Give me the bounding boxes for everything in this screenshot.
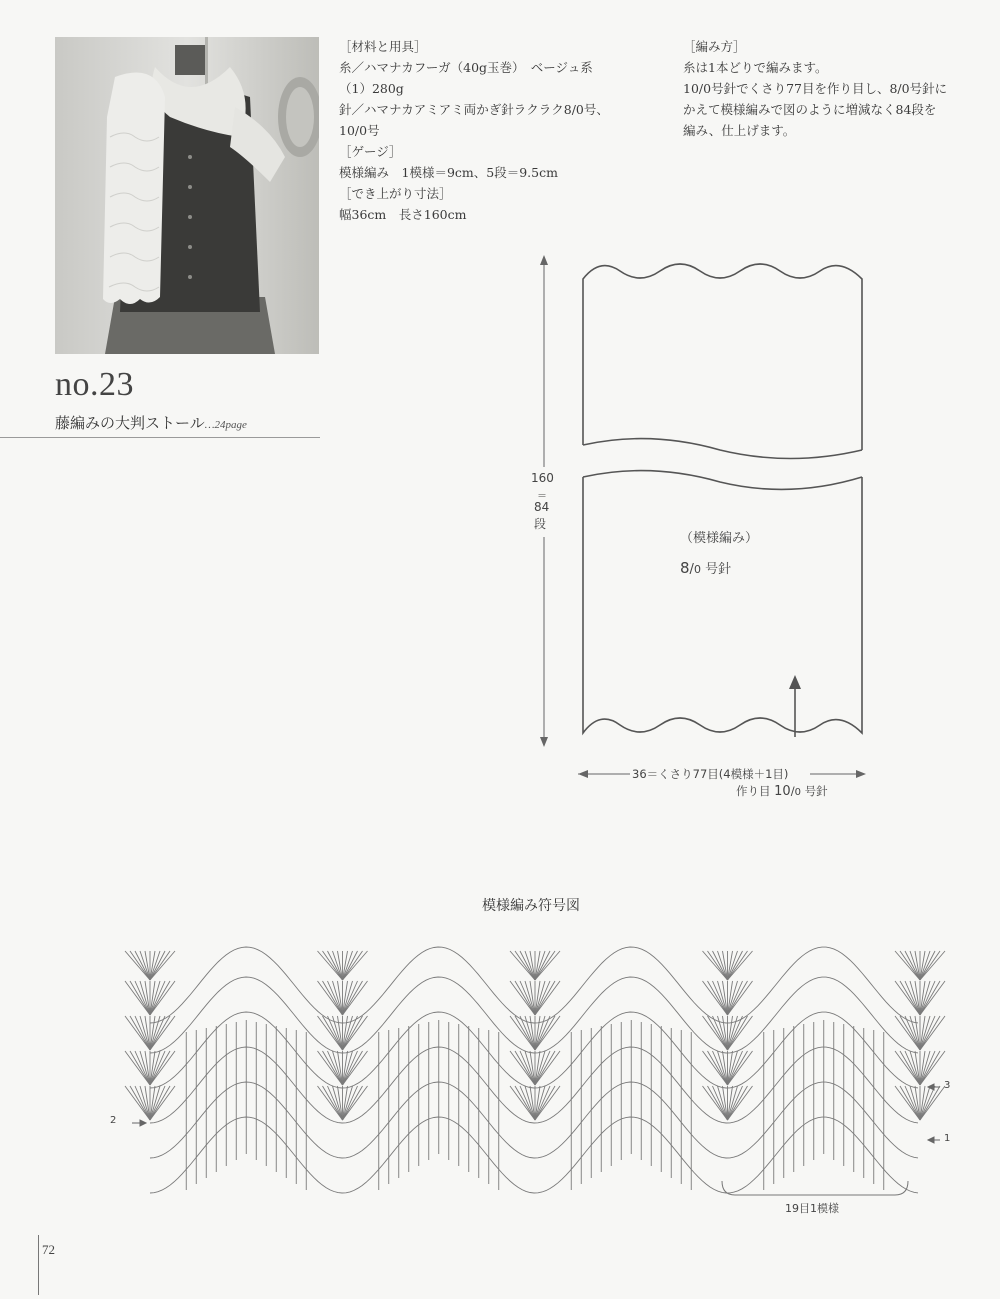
- stitch-mark: [535, 951, 555, 980]
- stitch-mark: [150, 1086, 160, 1120]
- stitch-mark: [728, 981, 748, 1015]
- stitch-mark: [900, 1051, 920, 1085]
- stitch-chart-drawing: [110, 945, 970, 1220]
- page-number: 72: [42, 1242, 55, 1257]
- stitch-mark: [323, 981, 343, 1015]
- stitch-mark: [910, 1016, 920, 1050]
- stitch-mark: [535, 951, 545, 980]
- stitch-mark: [130, 981, 150, 1015]
- stitch-mark: [333, 1016, 343, 1050]
- stitch-mark: [535, 1051, 555, 1085]
- method-header: ［編み方］: [683, 39, 746, 54]
- fraction-slash: /: [790, 784, 795, 798]
- width-label: 36＝くさり77目(4模様＋1目): [632, 767, 789, 781]
- fraction-slash: /: [689, 562, 694, 577]
- stitch-mark: [728, 1051, 748, 1085]
- stitch-mark: [150, 1086, 170, 1120]
- stitch-mark: [150, 1016, 160, 1050]
- stitch-mark: [920, 1016, 940, 1050]
- needle-size-num: 8: [680, 559, 690, 577]
- stitch-mark: [920, 1016, 930, 1050]
- stitch-mark: [140, 981, 150, 1015]
- stitch-mark: [718, 981, 728, 1015]
- stitch-mark: [535, 981, 545, 1015]
- stitch-mark: [708, 1086, 728, 1120]
- stitch-mark: [515, 1086, 535, 1120]
- method-line: 10/0号針でくさり77目を作り目し、8/0号針に: [683, 81, 948, 96]
- stitch-mark: [920, 1051, 940, 1085]
- stitch-mark: [718, 1016, 728, 1050]
- stitch-mark: [535, 1086, 555, 1120]
- stitch-mark: [900, 951, 920, 980]
- stitch-mark: [728, 951, 738, 980]
- stitch-mark: [150, 951, 170, 980]
- stitch-chart: [110, 945, 970, 1224]
- stitch-mark: [910, 981, 920, 1015]
- row-label-2: 2: [110, 1115, 117, 1126]
- needle-size-label: [680, 558, 731, 577]
- stitch-mark: [140, 1016, 150, 1050]
- stitch-mark: [130, 1016, 150, 1050]
- stitch-mark: [728, 1086, 748, 1120]
- pattern-number: no.23: [55, 366, 134, 403]
- stitch-mark: [343, 1016, 353, 1050]
- stitch-mark: [910, 1086, 920, 1120]
- stitch-mark: [728, 951, 748, 980]
- chart-title: 模様編み符号図: [482, 898, 580, 914]
- stitch-mark: [333, 1086, 343, 1120]
- stitch-mark: [150, 981, 170, 1015]
- stitch-mark: [525, 1086, 535, 1120]
- height-rows-label: 84: [534, 500, 550, 514]
- stitch-mark: [130, 1086, 150, 1120]
- needle-size-suffix: 号針: [705, 562, 732, 577]
- stitch-mark: [900, 981, 920, 1015]
- method-section: [683, 36, 947, 141]
- stitch-mark: [140, 951, 150, 980]
- height-eq-label: ＝: [537, 491, 547, 502]
- stitch-mark: [343, 951, 363, 980]
- pattern-title: [55, 412, 247, 433]
- stitch-mark: [910, 951, 920, 980]
- stitch-mark: [515, 981, 535, 1015]
- stitch-mark: [140, 1051, 150, 1085]
- stitch-mark: [343, 1086, 353, 1120]
- materials-line: （1）280g: [339, 81, 404, 96]
- materials-section: [339, 36, 609, 225]
- stitch-mark: [130, 951, 150, 980]
- stitch-mark: [333, 1051, 343, 1085]
- stitch-mark: [718, 951, 728, 980]
- stitch-mark: [343, 1051, 363, 1085]
- stitch-mark: [333, 981, 343, 1015]
- stitch-mark: [150, 1051, 160, 1085]
- method-line: 編み、仕上げます。: [683, 123, 796, 138]
- stitch-mark: [323, 951, 343, 980]
- stitch-mark: [708, 981, 728, 1015]
- cast-on-num: 10: [774, 784, 791, 799]
- stitch-mark: [140, 1086, 150, 1120]
- stitch-mark: [343, 1051, 353, 1085]
- page-reference: …24page: [204, 419, 247, 431]
- product-photo: [55, 37, 319, 354]
- stitch-mark: [728, 1086, 738, 1120]
- stitch-mark: [920, 1051, 930, 1085]
- size-header: ［でき上がり寸法］: [339, 186, 452, 201]
- stitch-mark: [525, 951, 535, 980]
- size-schematic: [500, 245, 900, 839]
- stitch-mark: [708, 951, 728, 980]
- stitch-mark: [535, 981, 555, 1015]
- stitch-mark: [150, 1051, 170, 1085]
- stitch-mark: [525, 981, 535, 1015]
- stitch-mark: [718, 1051, 728, 1085]
- stitch-mark: [708, 1051, 728, 1085]
- materials-line: 針／ハマナカアミアミ両かぎ針ラクラク8/0号、: [339, 102, 609, 117]
- stitch-mark: [728, 1016, 738, 1050]
- stitch-mark: [718, 1086, 728, 1120]
- height-cm-label: 160: [531, 471, 554, 485]
- cast-on-suffix: 号針: [804, 784, 828, 798]
- stitch-mark: [150, 981, 160, 1015]
- method-line: かえて模様編みで図のように増減なく84段を: [683, 102, 937, 117]
- title-divider: [0, 437, 320, 438]
- stitch-mark: [130, 1051, 150, 1085]
- stitch-mark: [920, 1086, 930, 1120]
- stitch-mark: [920, 981, 940, 1015]
- stitch-mark: [920, 951, 930, 980]
- gauge-header: ［ゲージ］: [339, 144, 402, 159]
- stitch-mark: [343, 981, 353, 1015]
- stitch-mark: [525, 1016, 535, 1050]
- stitch-mark: [900, 1086, 920, 1120]
- stitch-mark: [150, 951, 160, 980]
- materials-header: ［材料と用具］: [339, 39, 427, 54]
- stitch-mark: [343, 951, 353, 980]
- stitch-mark: [535, 1051, 545, 1085]
- pattern-stitch-label: （模様編み）: [680, 531, 759, 546]
- stitch-mark: [525, 1051, 535, 1085]
- method-line: 糸は1本どりで編みます。: [683, 60, 828, 75]
- stitch-mark: [323, 1086, 343, 1120]
- stitch-mark: [535, 1086, 545, 1120]
- size-text: 幅36cm 長さ160cm: [339, 207, 467, 222]
- materials-line: 糸／ハマナカフーガ（40g玉巻） ベージュ系: [339, 60, 593, 75]
- gauge-text: 模様編み 1模様＝9cm、5段＝9.5cm: [339, 165, 558, 180]
- stitch-mark: [323, 1051, 343, 1085]
- cast-on-label: [736, 783, 828, 799]
- chart-row-line: [150, 1082, 918, 1158]
- stitch-mark: [920, 1086, 940, 1120]
- row-label-3: 3: [944, 1080, 951, 1091]
- cast-on-text: 作り目: [736, 784, 771, 798]
- stitch-mark: [728, 981, 738, 1015]
- stitch-mark: [535, 1016, 545, 1050]
- pattern-title-text: 藤編みの大判ストール: [55, 414, 205, 432]
- stitch-mark: [728, 1051, 738, 1085]
- stitch-mark: [333, 951, 343, 980]
- stitch-mark: [920, 981, 930, 1015]
- chart-row-line: [150, 1117, 918, 1193]
- stitch-mark: [343, 1086, 363, 1120]
- needle-size-den: 0: [693, 563, 701, 576]
- stitch-mark: [343, 981, 363, 1015]
- row-label-1: 1: [944, 1133, 951, 1144]
- cast-on-den: 0: [794, 787, 801, 798]
- materials-line: 10/0号: [339, 123, 380, 138]
- stitch-mark: [515, 1051, 535, 1085]
- stitch-mark: [515, 951, 535, 980]
- stitch-mark: [910, 1051, 920, 1085]
- page-margin-line: [38, 1235, 39, 1295]
- height-unit-label: 段: [534, 517, 547, 531]
- stitch-mark: [920, 951, 940, 980]
- repeat-label: 19目1模様: [785, 1202, 839, 1215]
